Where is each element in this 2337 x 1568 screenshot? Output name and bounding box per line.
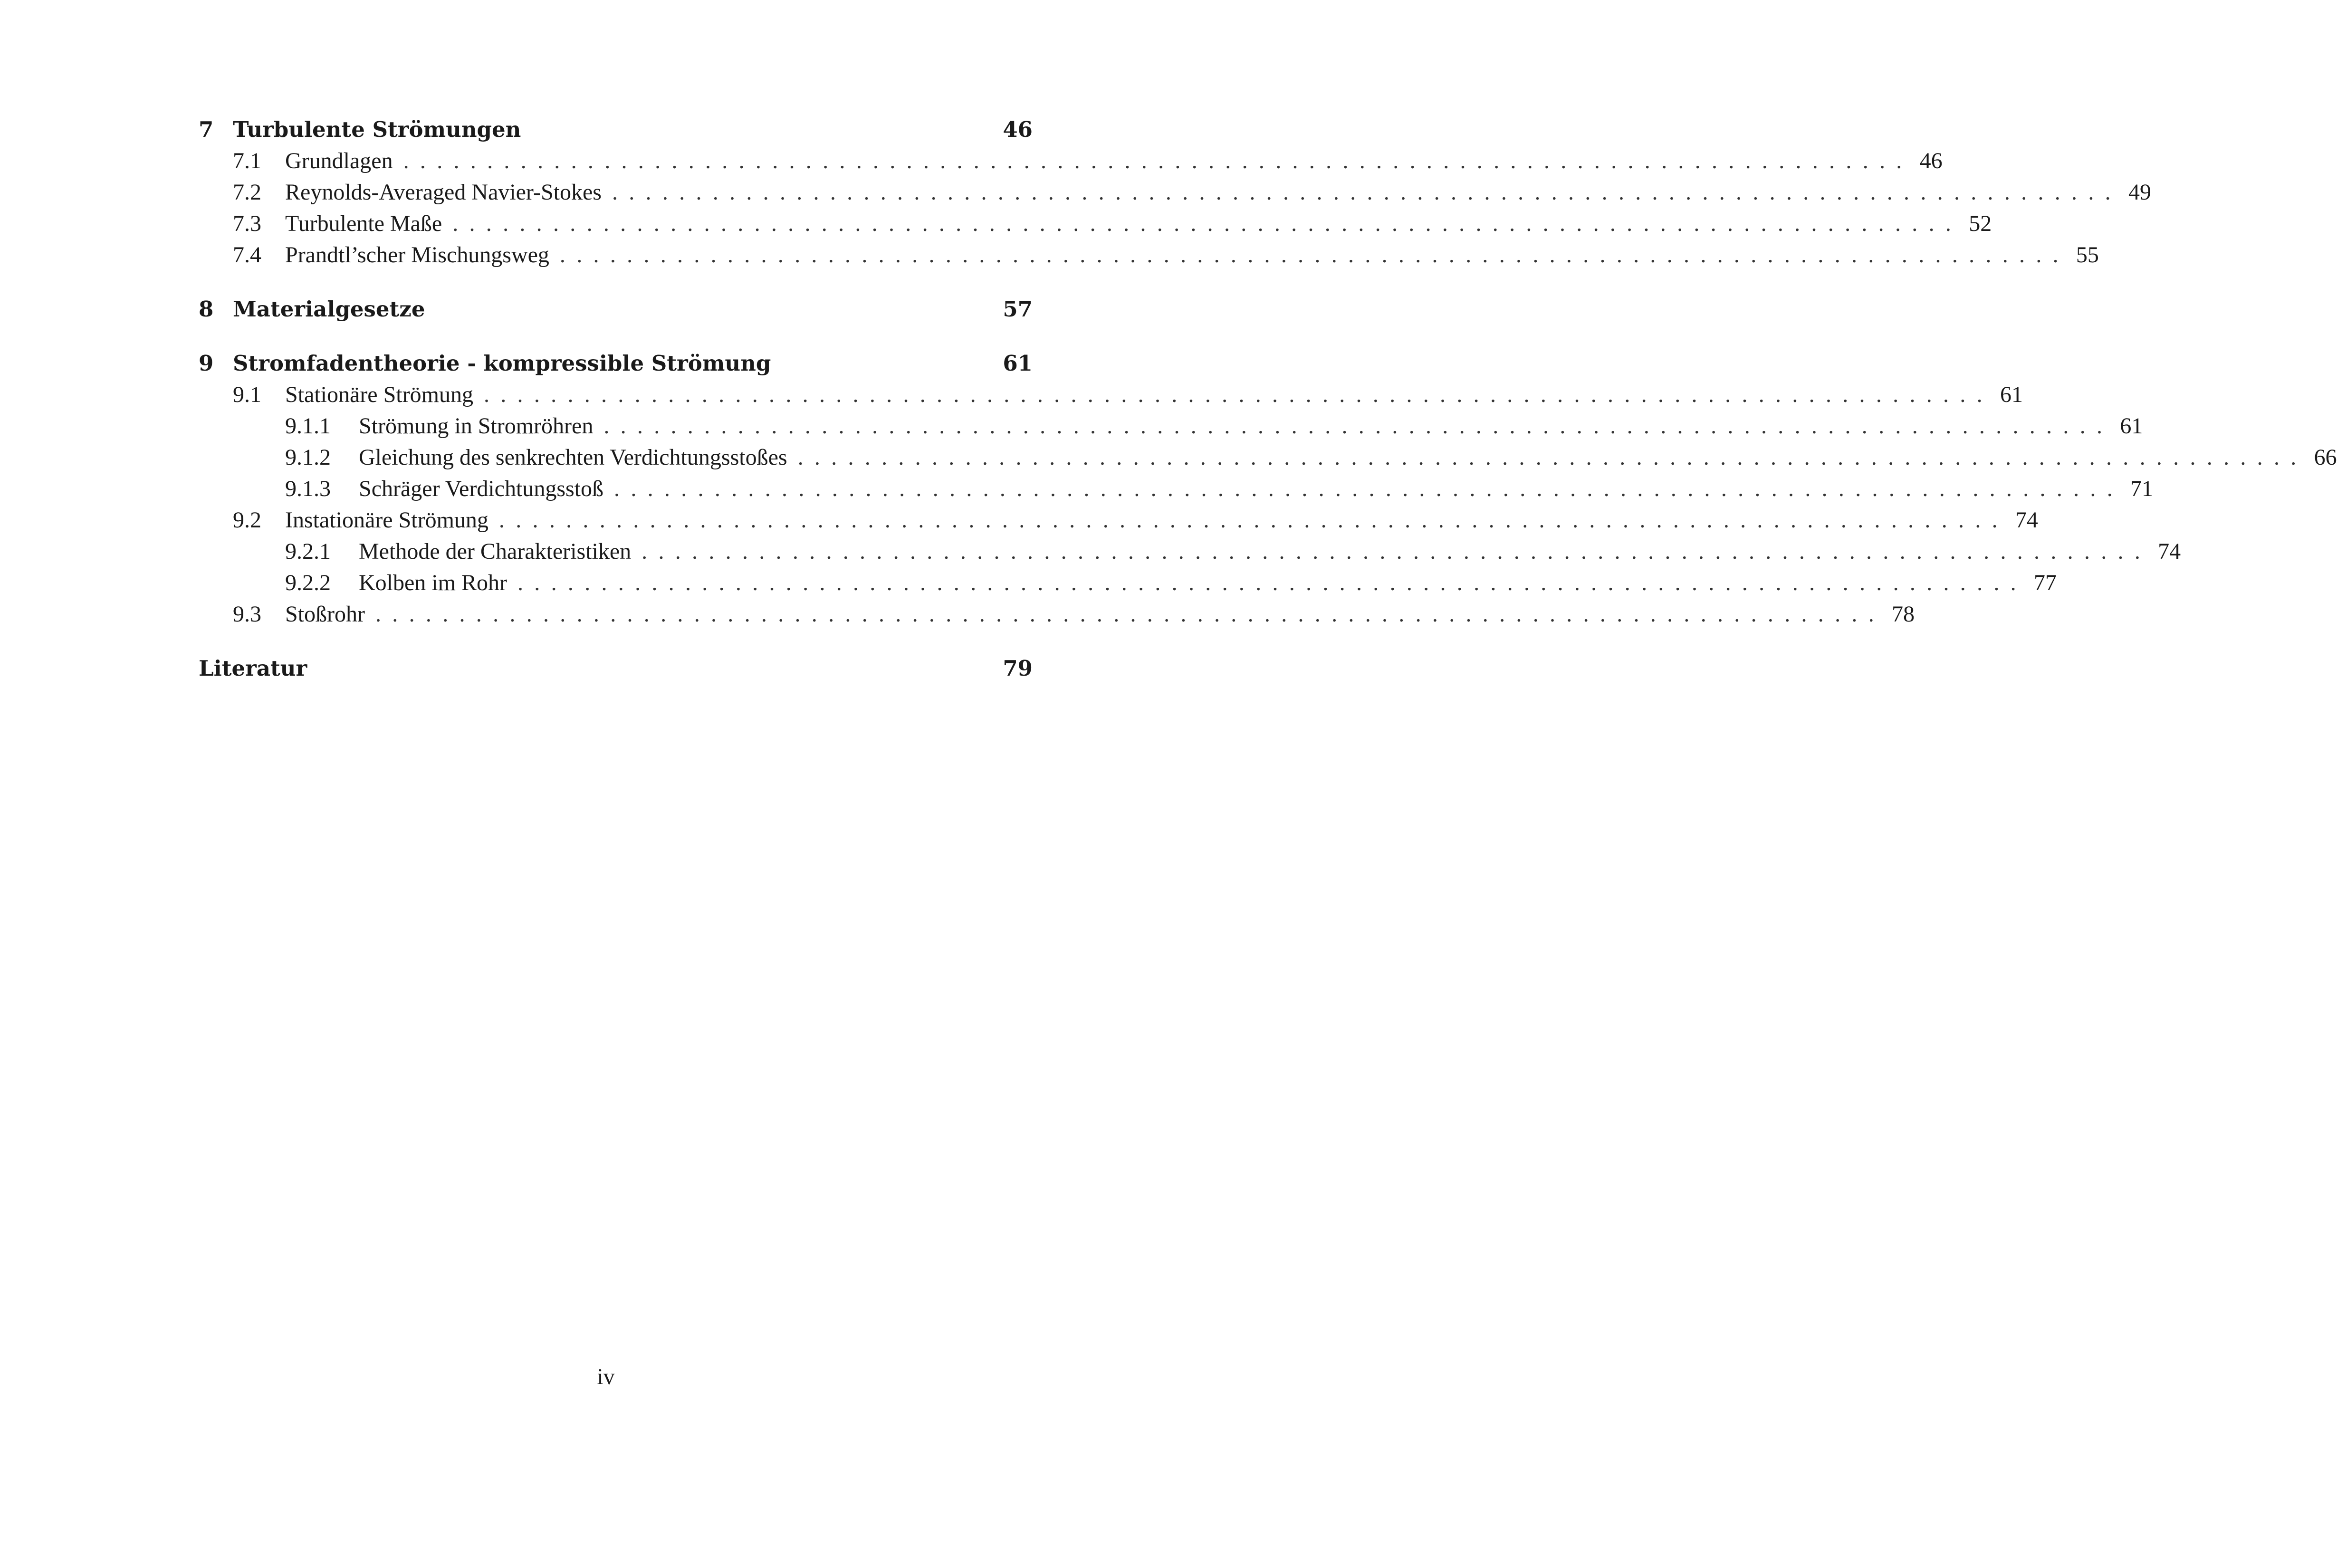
toc-entry-title: Reynolds-Averaged Navier-Stokes <box>285 180 602 205</box>
toc-entry-title: Gleichung des senkrechten Verdichtungsstoßes <box>359 445 787 470</box>
toc-entry-title: Strömung in Stromröhren <box>359 413 594 439</box>
toc-subsection-9-1-2[interactable] <box>199 442 2337 473</box>
toc-subsection-9-2-1[interactable] <box>199 536 2181 567</box>
toc-entry-title: Stromfadentheorie - kompressible Strömung <box>233 351 771 376</box>
toc-entry-page: 46 <box>1003 117 1033 142</box>
toc-entry-page: 61 <box>1003 351 1033 376</box>
toc-entry-title: Prandtl’scher Mischungsweg <box>285 242 549 268</box>
dot-leader: .......................................................................................... <box>375 602 1885 627</box>
toc-entry-page: 52 <box>1969 211 1992 236</box>
toc-entry-title: Schräger Verdichtungsstoß <box>359 476 604 501</box>
toc-entry-page: 61 <box>2120 413 2143 439</box>
toc-entry-number: 8 <box>199 296 214 322</box>
dot-leader: .......................................................................................... <box>498 507 2009 533</box>
toc-entry-page: 66 <box>2314 445 2337 470</box>
toc-entry-number: 7 <box>199 117 214 142</box>
toc-entry-page: 49 <box>2128 180 2151 205</box>
toc-section-7-3[interactable] <box>199 208 1992 239</box>
toc-subsection-9-1-3[interactable] <box>199 473 2154 505</box>
toc-entry-page: 61 <box>2000 382 2023 407</box>
dot-leader: .......................................................................................... <box>612 180 2122 205</box>
toc-entry-number: 9.2 <box>233 507 261 533</box>
toc-entry-number: 9 <box>199 351 214 376</box>
toc-entry-page: 57 <box>1003 296 1033 322</box>
toc-entry-page: 74 <box>2015 507 2038 533</box>
dot-leader: .......................................................................................... <box>483 382 1993 407</box>
toc-entry-title: Grundlagen <box>285 148 393 173</box>
toc-section-7-2[interactable] <box>199 177 2151 208</box>
toc-entry-title: Stoßrohr <box>285 602 365 627</box>
table-of-contents <box>199 0 2337 1568</box>
dot-leader: .......................................................................................... <box>559 242 2069 268</box>
toc-entry-page: 77 <box>2033 570 2057 595</box>
dot-leader: .......................................................................................... <box>797 445 2308 470</box>
toc-entry-number: 9.1.3 <box>285 476 331 501</box>
toc-subsection-9-1-1[interactable] <box>199 411 2143 442</box>
toc-entry-title: Turbulente Strömungen <box>233 117 521 142</box>
toc-chapter-7[interactable] <box>199 114 1033 145</box>
toc-entry-number: 9.1.2 <box>285 445 331 470</box>
dot-leader: .......................................................................................... <box>614 476 2124 501</box>
toc-section-7-1[interactable] <box>199 145 1943 177</box>
toc-entry-title: Materialgesetze <box>233 296 425 322</box>
toc-entry-title: Turbulente Maße <box>285 211 442 236</box>
dot-leader: .......................................................................................... <box>603 413 2114 439</box>
toc-entry-page: 55 <box>2076 242 2099 268</box>
toc-subsection-9-2-2[interactable] <box>199 567 2057 599</box>
toc-chapter-8[interactable] <box>199 294 1033 325</box>
toc-entry-number: 7.4 <box>233 242 261 268</box>
toc-entry-number: 7.2 <box>233 180 261 205</box>
toc-entry-title: Instationäre Strömung <box>285 507 488 533</box>
toc-entry-number: 9.1.1 <box>285 413 331 439</box>
toc-entry-number: 7.3 <box>233 211 261 236</box>
page-number: iv <box>597 1364 615 1389</box>
toc-entry-page: 74 <box>2158 539 2181 564</box>
toc-entry-number: 9.1 <box>233 382 261 407</box>
dot-leader: .......................................................................................... <box>452 211 1963 236</box>
toc-entry-number: 9.2.2 <box>285 570 331 595</box>
toc-section-9-2[interactable] <box>199 505 2038 536</box>
toc-entry-title: Stationäre Strömung <box>285 382 473 407</box>
toc-entry-number: 9.2.1 <box>285 539 331 564</box>
toc-entry-number: 7.1 <box>233 148 261 173</box>
toc-section-9-1[interactable] <box>199 379 2023 411</box>
toc-section-9-3[interactable] <box>199 599 1915 630</box>
dot-leader: .......................................................................................... <box>642 539 2152 564</box>
toc-entry-title: Kolben im Rohr <box>359 570 507 595</box>
toc-literatur[interactable] <box>199 653 1033 684</box>
toc-entry-title: Literatur <box>199 656 307 681</box>
toc-section-7-4[interactable] <box>199 239 2099 271</box>
toc-chapter-9[interactable] <box>199 348 1033 379</box>
toc-entry-title: Methode der Charakteristiken <box>359 539 632 564</box>
toc-entry-page: 78 <box>1892 602 1915 627</box>
toc-entry-number: 9.3 <box>233 602 261 627</box>
dot-leader: .......................................................................................... <box>403 148 1913 173</box>
toc-entry-page: 46 <box>1919 148 1943 173</box>
dot-leader: .......................................................................................... <box>517 570 2027 595</box>
toc-entry-page: 79 <box>1003 656 1033 681</box>
toc-entry-page: 71 <box>2130 476 2154 501</box>
